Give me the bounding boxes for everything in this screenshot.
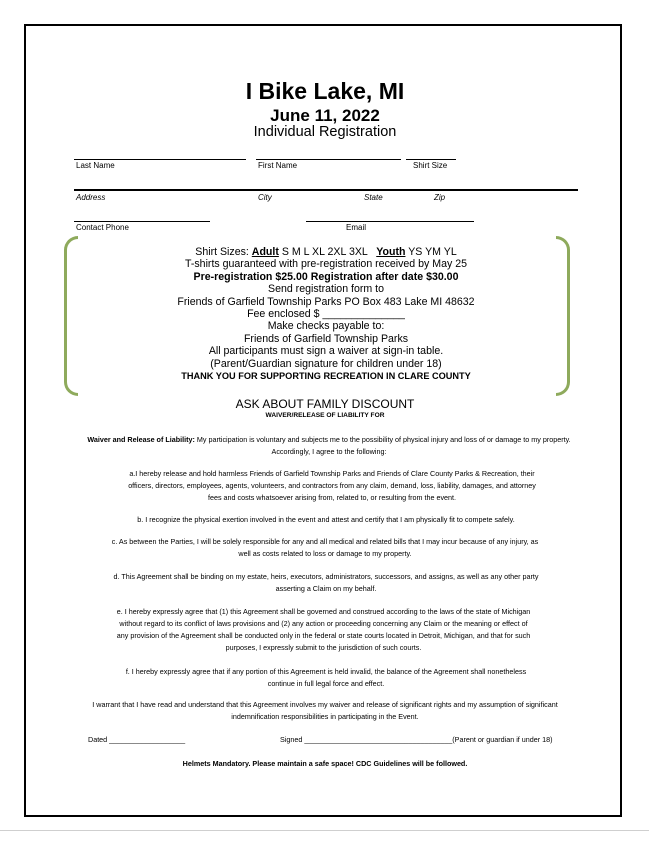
email-label: Email bbox=[346, 223, 367, 232]
shirt-size-label: Shirt Size bbox=[413, 161, 448, 170]
zip-label: Zip bbox=[434, 193, 446, 202]
address-line[interactable] bbox=[74, 189, 578, 191]
signed-field[interactable]: Signed _____________________________________(Parent or guardian if under 18) bbox=[280, 735, 553, 744]
waiver-clause-f: f. I hereby expressly agree that if any portion of this Agreement is held invalid, the balance of the Agreement shall nonetheless continue in full legal force and effect. bbox=[125, 667, 527, 688]
payable-to-name: Friends of Garfield Township Parks bbox=[243, 332, 409, 345]
waiver-notice: All participants must sign a waiver at sign-in table. bbox=[208, 345, 444, 358]
address-label: Address bbox=[76, 193, 106, 202]
city-label: City bbox=[258, 193, 272, 202]
dated-field[interactable]: Dated ___________________ bbox=[88, 735, 186, 744]
last-name-label: Last Name bbox=[76, 161, 115, 170]
send-form-line: Send registration form to bbox=[268, 283, 384, 296]
waiver-heading: WAIVER/RELEASE OF LIABILITY FOR bbox=[265, 412, 385, 419]
fee-enclosed: Fee enclosed $ ______________ bbox=[247, 308, 405, 321]
shirt-sizes-line bbox=[66, 246, 586, 258]
waiver-intro-text: My participation is voluntary and subjects me to the possibility of physical injury and loss of or damage to my property. Accordingly, I agree to the following: bbox=[194, 435, 571, 456]
thank-you-line: THANK YOU FOR SUPPORTING RECREATION IN CLARE COUNTY bbox=[181, 371, 471, 382]
state-label: State bbox=[364, 193, 383, 202]
mailing-address: Friends of Garfield Township Parks PO Box 483 Lake MI 48632 bbox=[177, 295, 475, 308]
registration-form-page bbox=[24, 24, 622, 817]
youth-sizes: YS YM YL bbox=[405, 246, 457, 258]
pricing-line: Pre-registration $25.00 Registration after date $30.00 bbox=[193, 270, 459, 283]
waiver-clause-b: b. I recognize the physical exertion involved in the event and attest and certify that I am physically fit to compete safely. bbox=[137, 515, 515, 524]
waiver-clause-c: c. As between the Parties, I will be solely responsible for any and all medical and related bills that I may incur because of any injury, as well as costs related to loss or damage to my property. bbox=[111, 537, 539, 558]
waiver-intro-label: Waiver and Release of Liability: bbox=[87, 435, 195, 444]
registration-info bbox=[66, 246, 586, 382]
adult-label: Adult bbox=[251, 246, 279, 258]
adult-sizes: S M L XL 2XL 3XL bbox=[278, 246, 377, 258]
contact-phone-line[interactable] bbox=[74, 221, 210, 222]
helmet-notice: Helmets Mandatory. Please maintain a safe space! CDC Guidelines will be followed. bbox=[182, 759, 468, 768]
youth-label: Youth bbox=[376, 246, 406, 258]
waiver-clause-a: a.I hereby release and hold harmless Friends of Garfield Township Parks and Friends of Clare County Parks & Recreation, their officers, directors, employees, agents, volunteers, and contractors from any claim, demand, loss, liability, damages, and attorney fees and costs whatsoever arising from, related to, or resulting from the event. bbox=[128, 469, 536, 502]
event-title: I Bike Lake, MI bbox=[245, 78, 405, 104]
payable-to-label: Make checks payable to: bbox=[267, 320, 385, 333]
waiver-intro bbox=[74, 434, 584, 458]
first-name-line[interactable] bbox=[256, 159, 401, 160]
first-name-label: First Name bbox=[258, 161, 298, 170]
shirt-sizes-prefix: Shirt Sizes: bbox=[195, 246, 252, 258]
page-bottom-rule bbox=[0, 830, 649, 831]
shirt-size-line[interactable] bbox=[406, 159, 456, 160]
waiver-clause-e: e. I hereby expressly agree that (1) this Agreement shall be governed and construed according to the laws of the state of Michigan without regard to its conflict of laws provisions and (2) any action or proceeding concerning any Claim or the meaning or effect of any provision of the Agreement shall be conducted only in the federal or state courts located in Detroit, Michigan, and that for such purposes, I expressly submit to the jurisdiction of such courts. bbox=[116, 607, 531, 652]
event-date: June 11, 2022 bbox=[270, 106, 380, 125]
guardian-notice: (Parent/Guardian signature for children under 18) bbox=[210, 357, 442, 370]
form-subtitle: Individual Registration bbox=[253, 124, 397, 140]
waiver-clause-d: d. This Agreement shall be binding on my estate, heirs, executors, administrators, successors, and assigns, as well as any other party asserting a Claim on my behalf. bbox=[113, 572, 539, 593]
last-name-line[interactable] bbox=[74, 159, 246, 160]
contact-phone-label: Contact Phone bbox=[76, 223, 129, 232]
family-discount: ASK ABOUT FAMILY DISCOUNT bbox=[235, 397, 415, 411]
email-line[interactable] bbox=[306, 221, 474, 222]
tshirt-guarantee: T-shirts guaranteed with pre-registration received by May 25 bbox=[184, 258, 468, 271]
warrant-statement: I warrant that I have read and understand that this Agreement involves my waiver and release of significant rights and my assumption of significant indemnification responsibilities in participating in the Event. bbox=[92, 700, 558, 721]
